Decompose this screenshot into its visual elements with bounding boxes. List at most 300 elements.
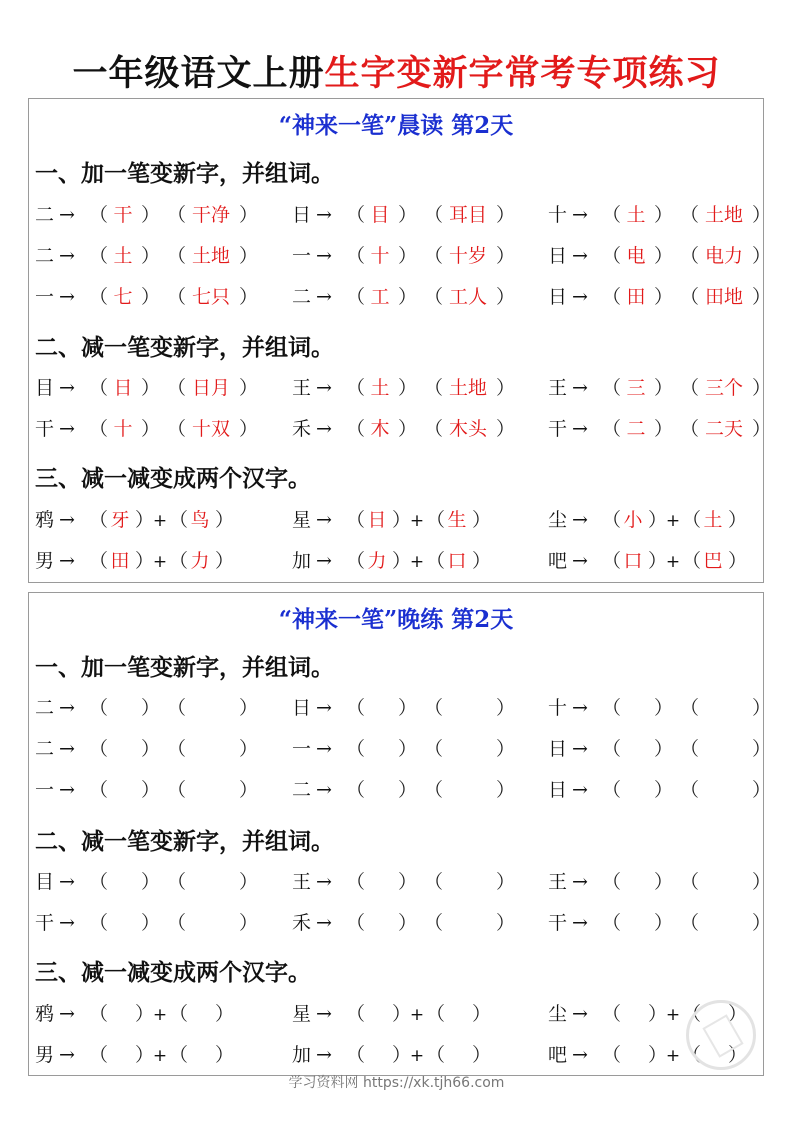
- part-b-close-paren: ）: [472, 509, 492, 531]
- answer-char-open-paren: （: [89, 697, 109, 719]
- answer-char: 土: [113, 245, 133, 267]
- answer-char-open-paren: （: [602, 286, 622, 308]
- part-b-char: 鸟: [190, 509, 210, 531]
- part-a-open-paren: （: [602, 509, 622, 531]
- part-b-char: 力: [190, 550, 210, 572]
- part-a-open-paren: （: [602, 550, 622, 572]
- answer-word-open-paren: （: [167, 245, 187, 267]
- answer-char: 电: [626, 245, 646, 267]
- answer-char-open-paren: （: [346, 697, 366, 719]
- plus-sign: +: [665, 511, 681, 531]
- source-char: 加: [292, 550, 312, 572]
- arrow-icon: →: [572, 871, 588, 893]
- exercise-item: [292, 200, 516, 230]
- arrow-icon: →: [316, 509, 332, 531]
- answer-word-close-paren: ）: [496, 204, 516, 226]
- plus-sign: +: [665, 1005, 681, 1025]
- exercise-row: [29, 200, 772, 230]
- part-b-open-paren: （: [682, 509, 702, 531]
- answer-char-close-paren: ）: [141, 738, 161, 760]
- evening-section-sub: 二、减一笔变新字，并组词。: [35, 829, 334, 855]
- part-b-open-paren: （: [682, 550, 702, 572]
- arrow-icon: →: [572, 738, 588, 760]
- exercise-item: [292, 505, 492, 536]
- answer-word-open-paren: （: [167, 779, 187, 801]
- answer-char-open-paren: （: [346, 418, 366, 440]
- source-char: 一: [35, 286, 55, 308]
- arrow-icon: →: [316, 1044, 332, 1066]
- plus-sign: +: [409, 511, 425, 531]
- source-char: 加: [292, 1044, 312, 1066]
- source-char: 吧: [548, 1044, 568, 1066]
- arrow-icon: →: [316, 377, 332, 399]
- answer-char: 干: [113, 204, 133, 226]
- part-b-open-paren: （: [169, 550, 189, 572]
- answer-word: 电力: [704, 245, 743, 267]
- exercise-item: [35, 1040, 235, 1071]
- arrow-icon: →: [59, 779, 75, 801]
- answer-word-close-paren: ）: [239, 245, 259, 267]
- exercise-item: [292, 693, 516, 723]
- part-a-close-paren: ）: [392, 550, 412, 572]
- answer-word-open-paren: （: [680, 912, 700, 934]
- answer-word: 干净: [191, 204, 230, 226]
- answer-word-close-paren: ）: [496, 697, 516, 719]
- answer-word-open-paren: （: [167, 912, 187, 934]
- exercise-item: [35, 999, 235, 1030]
- answer-char-open-paren: （: [602, 912, 622, 934]
- part-b-char: 土: [703, 509, 723, 531]
- part-b-open-paren: （: [169, 1044, 189, 1066]
- answer-word-close-paren: ）: [752, 779, 772, 801]
- answer-char-open-paren: （: [346, 286, 366, 308]
- answer-char-close-paren: ）: [398, 912, 418, 934]
- answer-word-open-paren: （: [167, 418, 187, 440]
- exercise-item: [292, 241, 516, 271]
- arrow-icon: →: [572, 286, 588, 308]
- part-b-open-paren: （: [682, 1044, 702, 1066]
- answer-word: 三个: [704, 377, 743, 399]
- part-a-close-paren: ）: [392, 509, 412, 531]
- part-b-close-paren: ）: [728, 550, 748, 572]
- part-a-open-paren: （: [89, 1003, 109, 1025]
- answer-word-close-paren: ）: [752, 912, 772, 934]
- exercise-item: [35, 775, 259, 805]
- answer-char-close-paren: ）: [654, 204, 674, 226]
- exercise-row: [29, 282, 772, 312]
- exercise-item: [548, 505, 748, 536]
- answer-char: 七: [113, 286, 133, 308]
- part-a-close-paren: ）: [135, 1044, 155, 1066]
- answer-char-open-paren: （: [346, 245, 366, 267]
- part-a-open-paren: （: [602, 1003, 622, 1025]
- answer-char-close-paren: ）: [654, 738, 674, 760]
- answer-word-open-paren: （: [167, 377, 187, 399]
- exercise-row: [29, 414, 772, 444]
- source-char: 星: [292, 1003, 312, 1025]
- source-char: 二: [292, 286, 312, 308]
- answer-char-close-paren: ）: [654, 245, 674, 267]
- source-char: 王: [548, 377, 568, 399]
- part-b-open-paren: （: [169, 1003, 189, 1025]
- part-a-char: 小: [623, 509, 643, 531]
- answer-char-open-paren: （: [89, 912, 109, 934]
- answer-word-open-paren: （: [680, 738, 700, 760]
- answer-char: 田: [626, 286, 646, 308]
- answer-char-open-paren: （: [602, 377, 622, 399]
- exercise-item: [292, 999, 492, 1030]
- answer-char-close-paren: ）: [141, 204, 161, 226]
- part-b-open-paren: （: [169, 509, 189, 531]
- part-b-open-paren: （: [682, 1003, 702, 1025]
- answer-word-close-paren: ）: [239, 912, 259, 934]
- answer-char-open-paren: （: [89, 738, 109, 760]
- answer-char-open-paren: （: [602, 871, 622, 893]
- answer-char-open-paren: （: [89, 245, 109, 267]
- answer-word: 七只: [191, 286, 230, 308]
- morning-panel: [28, 98, 772, 583]
- answer-char-close-paren: ）: [398, 871, 418, 893]
- part-a-char: 牙: [110, 509, 130, 531]
- exercise-item: [292, 908, 516, 938]
- answer-char-open-paren: （: [602, 204, 622, 226]
- answer-word-close-paren: ）: [496, 377, 516, 399]
- answer-word: 木头: [448, 418, 487, 440]
- answer-word: 耳目: [448, 204, 487, 226]
- source-char: 一: [35, 779, 55, 801]
- exercise-item: [35, 241, 259, 271]
- exercise-row: [29, 1040, 763, 1070]
- answer-char-close-paren: ）: [654, 286, 674, 308]
- source-char: 二: [35, 738, 55, 760]
- answer-word: 土地: [448, 377, 487, 399]
- answer-word-close-paren: ）: [239, 286, 259, 308]
- arrow-icon: →: [572, 779, 588, 801]
- arrow-icon: →: [316, 738, 332, 760]
- part-b-char: 巴: [703, 550, 723, 572]
- source-char: 十: [548, 697, 568, 719]
- source-char: 一: [292, 245, 312, 267]
- answer-word-close-paren: ）: [239, 418, 259, 440]
- answer-char-open-paren: （: [346, 204, 366, 226]
- part-a-close-paren: ）: [648, 1003, 668, 1025]
- page-title-black: 一年级语文上册: [72, 54, 325, 94]
- answer-word-open-paren: （: [680, 418, 700, 440]
- answer-word: 二天: [704, 418, 743, 440]
- arrow-icon: →: [59, 377, 75, 399]
- answer-char-close-paren: ）: [654, 377, 674, 399]
- source-char: 王: [292, 871, 312, 893]
- exercise-item: [292, 734, 516, 764]
- answer-word-open-paren: （: [424, 204, 444, 226]
- answer-word-open-paren: （: [167, 697, 187, 719]
- arrow-icon: →: [59, 204, 75, 226]
- exercise-item: [35, 546, 235, 577]
- answer-char-close-paren: ）: [654, 871, 674, 893]
- arrow-icon: →: [572, 550, 588, 572]
- arrow-icon: →: [59, 418, 75, 440]
- answer-word-close-paren: ）: [496, 245, 516, 267]
- arrow-icon: →: [59, 1044, 75, 1066]
- arrow-icon: →: [59, 738, 75, 760]
- part-b-close-paren: ）: [728, 1003, 748, 1025]
- source-char: 日: [548, 738, 568, 760]
- exercise-row: [29, 373, 772, 403]
- answer-word-open-paren: （: [424, 245, 444, 267]
- arrow-icon: →: [316, 204, 332, 226]
- answer-char-open-paren: （: [602, 779, 622, 801]
- answer-word-close-paren: ）: [496, 418, 516, 440]
- arrow-icon: →: [572, 697, 588, 719]
- plus-sign: +: [409, 1005, 425, 1025]
- source-char: 日: [548, 245, 568, 267]
- arrow-icon: →: [59, 871, 75, 893]
- evening-section-split: 三、减一减变成两个汉字。: [35, 960, 311, 986]
- source-char: 男: [35, 550, 55, 572]
- plus-sign: +: [152, 1046, 168, 1066]
- part-b-close-paren: ）: [728, 1044, 748, 1066]
- part-b-char: 生: [447, 509, 467, 531]
- exercise-item: [292, 1040, 492, 1071]
- arrow-icon: →: [59, 550, 75, 572]
- arrow-icon: →: [59, 697, 75, 719]
- part-b-open-paren: （: [426, 1003, 446, 1025]
- morning-title: “神来一笔”晨读 第2天: [278, 112, 514, 139]
- answer-word-close-paren: ）: [239, 697, 259, 719]
- answer-char-open-paren: （: [346, 912, 366, 934]
- source-char: 二: [35, 697, 55, 719]
- part-b-close-paren: ）: [472, 1044, 492, 1066]
- source-char: 二: [35, 245, 55, 267]
- answer-char: 土: [626, 204, 646, 226]
- source-char: 干: [35, 912, 55, 934]
- morning-section-sub: 二、减一笔变新字，并组词。: [35, 335, 334, 361]
- answer-char-close-paren: ）: [141, 286, 161, 308]
- answer-char: 日: [113, 377, 133, 399]
- source-char: 日: [292, 697, 312, 719]
- answer-char-close-paren: ）: [654, 912, 674, 934]
- answer-word-close-paren: ）: [239, 871, 259, 893]
- page-title-red: 生字变新字常考专项练习: [324, 54, 721, 94]
- source-char: 一: [292, 738, 312, 760]
- exercise-row: [29, 867, 772, 897]
- arrow-icon: →: [316, 550, 332, 572]
- part-a-open-paren: （: [602, 1044, 622, 1066]
- answer-char-close-paren: ）: [141, 779, 161, 801]
- part-a-char: 力: [367, 550, 387, 572]
- source-char: 干: [548, 418, 568, 440]
- answer-char-open-paren: （: [346, 738, 366, 760]
- source-char: 目: [35, 377, 55, 399]
- evening-section-add: 一、加一笔变新字，并组词。: [35, 655, 334, 681]
- arrow-icon: →: [59, 286, 75, 308]
- answer-word: 工人: [448, 286, 487, 308]
- answer-char-close-paren: ）: [398, 418, 418, 440]
- answer-word-open-paren: （: [167, 871, 187, 893]
- source-char: 王: [548, 871, 568, 893]
- plus-sign: +: [152, 552, 168, 572]
- evening-title: “神来一笔”晚练 第2天: [278, 606, 514, 633]
- part-b-close-paren: ）: [215, 509, 235, 531]
- part-a-close-paren: ）: [648, 550, 668, 572]
- exercise-item: [35, 282, 259, 312]
- morning-section-split: 三、减一减变成两个汉字。: [35, 466, 311, 492]
- exercise-row: [29, 999, 763, 1029]
- answer-word-close-paren: ）: [752, 418, 772, 440]
- exercise-row: [29, 908, 772, 938]
- exercise-item: [548, 867, 772, 897]
- arrow-icon: →: [572, 1044, 588, 1066]
- answer-word: 田地: [704, 286, 743, 308]
- exercise-item: [35, 373, 259, 403]
- arrow-icon: →: [572, 509, 588, 531]
- answer-char-close-paren: ）: [398, 697, 418, 719]
- source-char: 二: [292, 779, 312, 801]
- arrow-icon: →: [316, 1003, 332, 1025]
- source-char: 十: [548, 204, 568, 226]
- part-a-open-paren: （: [89, 550, 109, 572]
- page-title: [0, 46, 793, 96]
- answer-char-open-paren: （: [89, 377, 109, 399]
- answer-char: 三: [626, 377, 646, 399]
- answer-word-close-paren: ）: [752, 871, 772, 893]
- watermark-stamp-icon: [686, 1000, 756, 1070]
- answer-char-open-paren: （: [346, 871, 366, 893]
- arrow-icon: →: [572, 1003, 588, 1025]
- answer-word-close-paren: ）: [752, 204, 772, 226]
- answer-char-open-paren: （: [89, 286, 109, 308]
- answer-word-open-paren: （: [680, 779, 700, 801]
- plus-sign: +: [152, 511, 168, 531]
- arrow-icon: →: [572, 245, 588, 267]
- answer-word-open-paren: （: [680, 245, 700, 267]
- part-a-char: 口: [623, 550, 643, 572]
- part-b-open-paren: （: [426, 550, 446, 572]
- answer-word: 十双: [191, 418, 230, 440]
- answer-char-close-paren: ）: [141, 377, 161, 399]
- source-char: 尘: [548, 1003, 568, 1025]
- arrow-icon: →: [316, 286, 332, 308]
- plus-sign: +: [665, 1046, 681, 1066]
- exercise-item: [292, 775, 516, 805]
- answer-char-close-paren: ）: [141, 871, 161, 893]
- source-char: 日: [292, 204, 312, 226]
- source-char: 鸦: [35, 1003, 55, 1025]
- answer-char-close-paren: ）: [398, 779, 418, 801]
- exercise-row: [29, 775, 772, 805]
- part-b-close-paren: ）: [472, 1003, 492, 1025]
- answer-char-open-paren: （: [346, 779, 366, 801]
- answer-char-close-paren: ）: [398, 286, 418, 308]
- arrow-icon: →: [59, 509, 75, 531]
- answer-word-close-paren: ）: [752, 738, 772, 760]
- exercise-item: [548, 775, 772, 805]
- answer-word-close-paren: ）: [496, 286, 516, 308]
- arrow-icon: →: [59, 912, 75, 934]
- answer-char-open-paren: （: [602, 245, 622, 267]
- answer-word-close-paren: ）: [239, 738, 259, 760]
- answer-char: 工: [370, 286, 390, 308]
- source-char: 王: [292, 377, 312, 399]
- morning-section-add: 一、加一笔变新字，并组词。: [35, 161, 334, 187]
- answer-word-open-paren: （: [424, 286, 444, 308]
- part-a-char: 日: [367, 509, 387, 531]
- exercise-item: [548, 282, 772, 312]
- source-char: 星: [292, 509, 312, 531]
- exercise-row: [29, 734, 772, 764]
- evening-panel: [28, 592, 772, 1076]
- part-b-open-paren: （: [426, 1044, 446, 1066]
- part-a-close-paren: ）: [392, 1003, 412, 1025]
- exercise-item: [35, 505, 235, 536]
- answer-char-close-paren: ）: [398, 245, 418, 267]
- answer-char: 土: [370, 377, 390, 399]
- answer-word-close-paren: ）: [752, 377, 772, 399]
- exercise-item: [548, 414, 772, 444]
- exercise-item: [35, 908, 259, 938]
- part-a-open-paren: （: [89, 509, 109, 531]
- source-char: 尘: [548, 509, 568, 531]
- answer-word-open-paren: （: [167, 286, 187, 308]
- arrow-icon: →: [59, 1003, 75, 1025]
- answer-word-close-paren: ）: [239, 377, 259, 399]
- answer-word-open-paren: （: [424, 377, 444, 399]
- arrow-icon: →: [316, 418, 332, 440]
- part-a-close-paren: ）: [648, 509, 668, 531]
- exercise-item: [548, 546, 748, 577]
- answer-word-open-paren: （: [680, 204, 700, 226]
- answer-word-open-paren: （: [680, 286, 700, 308]
- exercise-item: [548, 908, 772, 938]
- part-b-close-paren: ）: [728, 509, 748, 531]
- exercise-item: [35, 693, 259, 723]
- arrow-icon: →: [572, 377, 588, 399]
- answer-char-close-paren: ）: [141, 912, 161, 934]
- answer-word-open-paren: （: [680, 697, 700, 719]
- answer-char-close-paren: ）: [654, 779, 674, 801]
- source-char: 禾: [292, 912, 312, 934]
- part-b-close-paren: ）: [215, 1044, 235, 1066]
- answer-word-open-paren: （: [680, 871, 700, 893]
- answer-word-close-paren: ）: [752, 245, 772, 267]
- exercise-item: [292, 282, 516, 312]
- answer-word-open-paren: （: [424, 738, 444, 760]
- answer-word-open-paren: （: [424, 697, 444, 719]
- exercise-row: [29, 546, 763, 576]
- part-a-close-paren: ）: [648, 1044, 668, 1066]
- part-b-close-paren: ）: [472, 550, 492, 572]
- answer-char-open-paren: （: [602, 697, 622, 719]
- plus-sign: +: [152, 1005, 168, 1025]
- exercise-row: [29, 241, 772, 271]
- answer-char: 木: [370, 418, 390, 440]
- source-char: 干: [548, 912, 568, 934]
- source-char: 鸦: [35, 509, 55, 531]
- answer-char-open-paren: （: [89, 779, 109, 801]
- answer-char-open-paren: （: [602, 738, 622, 760]
- answer-word-open-paren: （: [424, 912, 444, 934]
- source-char: 目: [35, 871, 55, 893]
- part-a-open-paren: （: [346, 550, 366, 572]
- exercise-row: [29, 693, 772, 723]
- answer-char-close-paren: ）: [141, 245, 161, 267]
- exercise-item: [548, 734, 772, 764]
- answer-word-close-paren: ）: [239, 204, 259, 226]
- exercise-item: [292, 867, 516, 897]
- exercise-item: [35, 414, 259, 444]
- plus-sign: +: [665, 552, 681, 572]
- answer-word-close-paren: ）: [496, 779, 516, 801]
